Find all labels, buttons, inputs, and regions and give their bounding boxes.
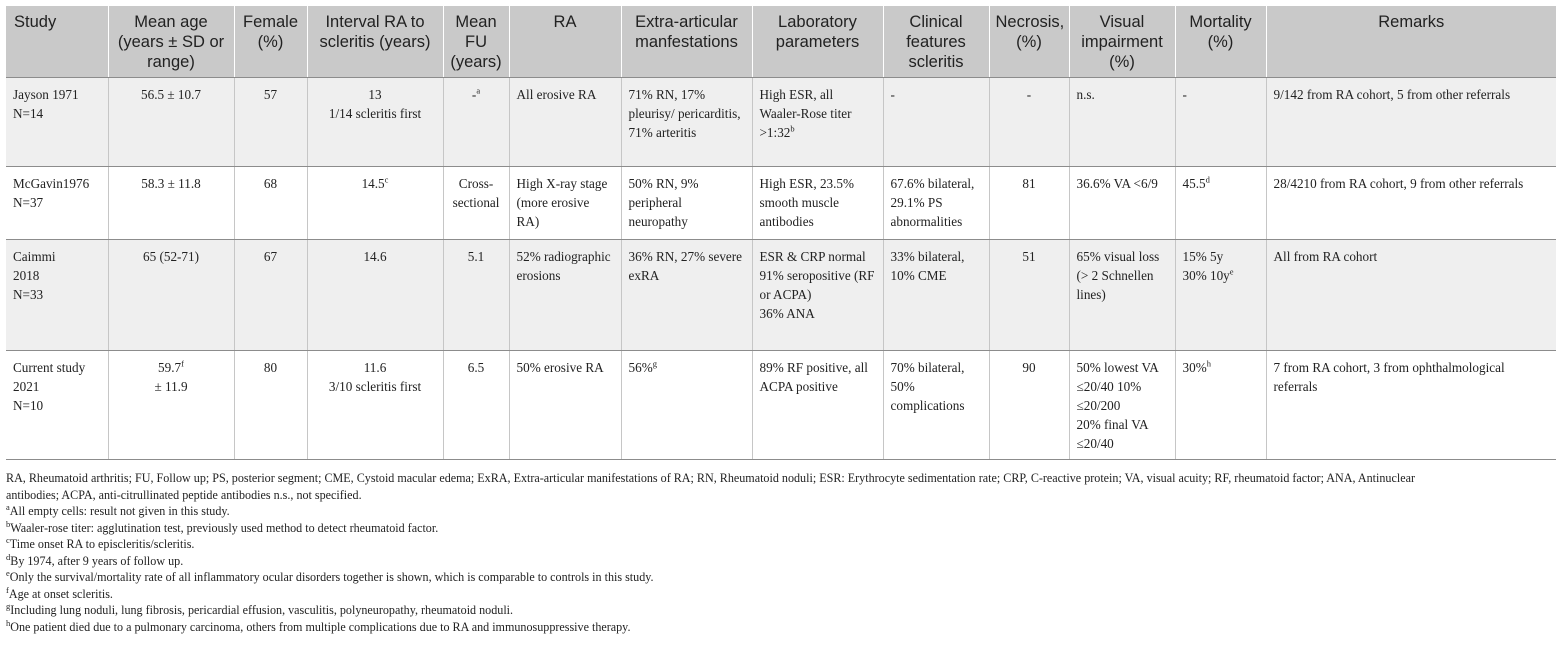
cell-remarks: 28/4210 from RA cohort, 9 from other referrals <box>1266 167 1556 240</box>
cell-laboratory: 89% RF positive, all ACPA positive <box>752 351 883 460</box>
cell-mortality <box>1175 167 1266 240</box>
cell-age: 56.5 ± 10.7 <box>108 78 234 167</box>
footnote <box>6 619 1456 636</box>
footnote-mark: b <box>6 518 11 529</box>
header-row <box>6 6 1556 78</box>
header-clinical: Clinical features scleritis <box>883 6 989 78</box>
mortality-value: 30% <box>1182 360 1207 375</box>
cell-age: 58.3 ± 11.8 <box>108 167 234 240</box>
cell-clinical: 33% bilateral, 10% CME <box>883 240 989 351</box>
table-row <box>6 240 1556 351</box>
mortality-value: 15% 5y 30% 10y <box>1182 249 1230 283</box>
cell-laboratory: ESR & CRP normal 91% seropositive (RF or ACPA) 36% ANA <box>752 240 883 351</box>
cell-clinical: - <box>883 78 989 167</box>
cell-mortality <box>1175 351 1266 460</box>
table-row <box>6 78 1556 167</box>
cell-extra-articular: 71% RN, 17% pleurisy/ pericarditis, 71% arteritis <box>621 78 752 167</box>
cell-laboratory <box>752 78 883 167</box>
interval-value: 14.5 <box>361 176 385 191</box>
cell-interval: 14.6 <box>307 240 443 351</box>
header-study: Study <box>6 6 108 78</box>
cell-extra-articular <box>621 351 752 460</box>
exra-value: 56% <box>628 360 653 375</box>
footnote-text: Age at onset scleritis. <box>8 586 113 601</box>
footnote-mark: e <box>1229 266 1234 277</box>
footnote-mark: b <box>790 123 795 134</box>
abbreviations-note: RA, Rheumatoid arthritis; FU, Follow up; PS, posterior segment; CME, Cystoid macular edema; ExRA, Extra-articular manifestations of RA; RN, Rheumatoid noduli; ESR: Erythrocyte sedimentation rate; CRP, C-reactive protein; VA, visual acuity; RF, rheumatoid factor; ANA, Antinuclear antibodies; ACPA, anti-citrullinated peptide antibodies n.s., not specified. <box>6 471 1415 502</box>
table-row <box>6 167 1556 240</box>
cell-age <box>108 351 234 460</box>
mortality-value: 45.5 <box>1182 176 1206 191</box>
header-remarks: Remarks <box>1266 6 1556 78</box>
header-ra: RA <box>509 6 621 78</box>
cell-female: 68 <box>234 167 307 240</box>
cell-necrosis: 51 <box>989 240 1069 351</box>
cell-fu <box>443 78 509 167</box>
cell-ra: High X-ray stage (more erosive RA) <box>509 167 621 240</box>
fu-value: - <box>471 87 477 102</box>
cell-extra-articular: 36% RN, 27% severe exRA <box>621 240 752 351</box>
footnote <box>6 536 1456 553</box>
header-interval: Interval RA to scleritis (years) <box>307 6 443 78</box>
cell-necrosis: - <box>989 78 1069 167</box>
footnote-text: One patient died due to a pulmonary carcinoma, others from multiple complications due to RA and immunosuppressive therapy. <box>10 619 631 634</box>
cell-clinical: 67.6% bilateral, 29.1% PS abnormalities <box>883 167 989 240</box>
cell-female: 80 <box>234 351 307 460</box>
cell-ra: All erosive RA <box>509 78 621 167</box>
footnote-mark: f <box>181 358 184 369</box>
footnote-mark: g <box>6 600 11 611</box>
footnote-mark: f <box>6 584 9 595</box>
footnote-mark: h <box>1206 358 1211 369</box>
cell-study: Caimmi 2018 N=33 <box>6 240 108 351</box>
cell-fu: 6.5 <box>443 351 509 460</box>
footnote-mark: e <box>6 567 10 578</box>
cell-fu: Cross-sectional <box>443 167 509 240</box>
footnote <box>6 602 1456 619</box>
cell-remarks: 9/142 from RA cohort, 5 from other referrals <box>1266 78 1556 167</box>
cell-ra: 52% radiographic erosions <box>509 240 621 351</box>
age-value: 59.7 <box>158 360 182 375</box>
table-notes <box>6 470 1456 635</box>
cell-visual: 36.6% VA <6/9 <box>1069 167 1175 240</box>
footnote-mark: a <box>6 501 10 512</box>
header-mortality: Mortality (%) <box>1175 6 1266 78</box>
cell-extra-articular: 50% RN, 9% peripheral neuropathy <box>621 167 752 240</box>
cell-study: McGavin1976 N=37 <box>6 167 108 240</box>
cell-visual: 65% visual loss (> 2 Schnellen lines) <box>1069 240 1175 351</box>
footnote <box>6 520 1456 537</box>
footnote <box>6 586 1456 603</box>
cell-fu: 5.1 <box>443 240 509 351</box>
footnote <box>6 503 1456 520</box>
cell-clinical: 70% bilateral, 50% complications <box>883 351 989 460</box>
cell-mortality: - <box>1175 78 1266 167</box>
header-extra-articular: Extra-articular manfestations <box>621 6 752 78</box>
cell-necrosis: 81 <box>989 167 1069 240</box>
header-necrosis: Necrosis, (%) <box>989 6 1069 78</box>
table-row <box>6 351 1556 460</box>
header-mean-age: Mean age (years ± SD or range) <box>108 6 234 78</box>
cell-age: 65 (52-71) <box>108 240 234 351</box>
footnote-mark: c <box>384 174 389 185</box>
age-sd: ± 11.9 <box>154 379 188 394</box>
footnote-text: Time onset RA to episcleritis/scleritis. <box>9 537 195 551</box>
cell-study: Jayson 1971 N=14 <box>6 78 108 167</box>
footnote-mark: g <box>652 358 657 369</box>
lab-value: High ESR, all Waaler-Rose titer >1:32 <box>759 87 852 140</box>
cell-interval: 11.6 3/10 scleritis first <box>307 351 443 460</box>
footnote-text: Waaler-rose titer: agglutination test, previously used method to detect rheumatoid factor. <box>10 520 439 535</box>
footnote-text: Including lung noduli, lung fibrosis, pericardial effusion, vasculitis, polyneuropathy, rheumatoid noduli. <box>10 603 514 617</box>
scleritis-studies-table <box>6 6 1556 460</box>
footnote-mark: d <box>1205 174 1210 185</box>
footnote <box>6 569 1456 586</box>
footnote-text: All empty cells: result not given in this study. <box>9 504 230 518</box>
footnote-mark: h <box>6 617 11 628</box>
header-female: Female (%) <box>234 6 307 78</box>
cell-visual: n.s. <box>1069 78 1175 167</box>
cell-visual: 50% lowest VA ≤20/40 10% ≤20/200 20% final VA ≤20/40 <box>1069 351 1175 460</box>
cell-laboratory: High ESR, 23.5% smooth muscle antibodies <box>752 167 883 240</box>
cell-necrosis: 90 <box>989 351 1069 460</box>
footnote-mark: c <box>6 534 10 545</box>
cell-remarks: All from RA cohort <box>1266 240 1556 351</box>
footnote-mark: d <box>6 551 11 562</box>
footnote-text: By 1974, after 9 years of follow up. <box>10 553 184 568</box>
header-visual: Visual impairment (%) <box>1069 6 1175 78</box>
header-laboratory: Laboratory parameters <box>752 6 883 78</box>
cell-ra: 50% erosive RA <box>509 351 621 460</box>
cell-interval <box>307 167 443 240</box>
footnote-text: Only the survival/mortality rate of all inflammatory ocular disorders together is shown, which is comparable to controls in this study. <box>9 570 654 584</box>
header-mean-fu: Mean FU (years) <box>443 6 509 78</box>
cell-mortality <box>1175 240 1266 351</box>
footnote-mark: a <box>476 85 481 96</box>
cell-interval: 13 1/14 scleritis first <box>307 78 443 167</box>
cell-female: 57 <box>234 78 307 167</box>
footnote <box>6 553 1456 570</box>
cell-study: Current study 2021 N=10 <box>6 351 108 460</box>
cell-remarks: 7 from RA cohort, 3 from ophthalmological referrals <box>1266 351 1556 460</box>
cell-female: 67 <box>234 240 307 351</box>
